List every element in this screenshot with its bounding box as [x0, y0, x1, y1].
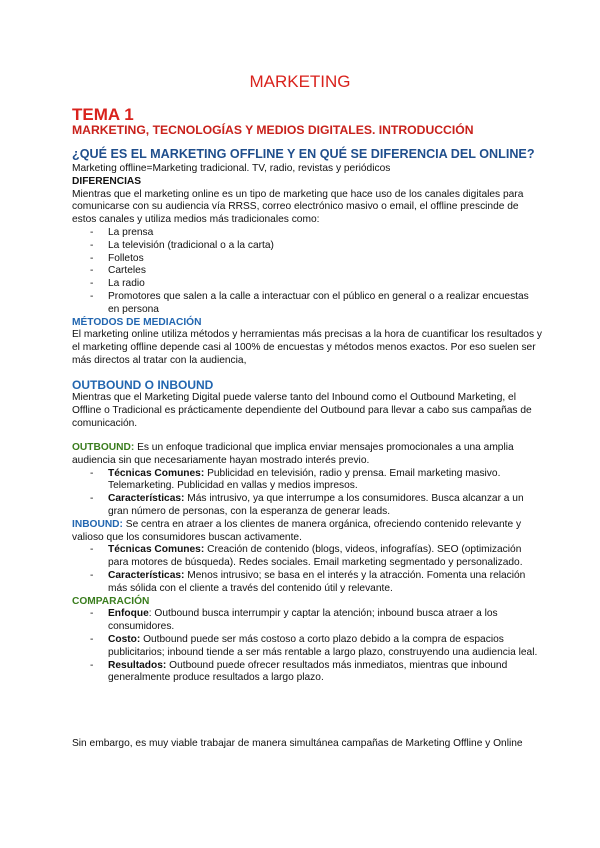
list-item: [72, 493, 542, 519]
list-item: - Carteles: [72, 265, 542, 278]
list-item: [72, 570, 542, 596]
item-label: Costo:: [108, 633, 141, 645]
outbound-label: OUTBOUND:: [72, 442, 135, 453]
outbound-text: Es un enfoque tradicional que implica enviar mensajes promocionales a una amplia audiencia sin que necesariamente hayan mostrado interés previo.: [72, 442, 514, 466]
list-item: - La prensa: [72, 227, 542, 240]
tema-heading: TEMA 1: [72, 105, 134, 124]
list-item: - Promotores que salen a la calle a interactuar con el público en general o a realizar encuestas en persona: [72, 291, 542, 317]
list-item: [72, 608, 542, 634]
item-text: Outbound puede ofrecer resultados más inmediatos, mientras que inbound generalmente produce resultados a largo plazo.: [108, 659, 508, 684]
item-label: Resultados:: [108, 659, 167, 671]
list-item: [72, 660, 542, 686]
section-outbound-inbound: [72, 442, 542, 685]
section-offline: [72, 163, 542, 368]
list-item: [72, 468, 542, 494]
item-label: Técnicas Comunes:: [108, 467, 205, 479]
metodos-heading: MÉTODOS DE MEDIACIÓN: [72, 316, 202, 328]
conclusion-text: Sin embargo, es muy viable trabajar de manera simultánea campañas de Marketing Offline y Online: [72, 738, 523, 749]
section-question: ¿QUÉ ES EL MARKETING OFFLINE Y EN QUÉ SE DIFERENCIA DEL ONLINE?: [72, 147, 535, 161]
section-outin: [72, 392, 542, 430]
inbound-list: [72, 544, 542, 595]
section-conclusion: [72, 738, 542, 751]
item-label: Características:: [108, 493, 185, 505]
item-text: Menos intrusivo; se basa en el interés y la atracción. Fomenta una relación más sólida con el cliente a través del contenido útil y relevante.: [108, 569, 526, 594]
inbound-text: Se centra en atraer a los clientes de manera orgánica, ofreciendo contenido relevante y valioso que los consumidores buscan activamente.: [72, 518, 522, 543]
comparacion-heading: COMPARACIÓN: [72, 595, 150, 607]
medios-list: [72, 227, 542, 317]
outin-heading: OUTBOUND O INBOUND: [72, 378, 214, 392]
document-title: MARKETING: [249, 72, 351, 91]
list-item: - Folletos: [72, 253, 542, 266]
item-text: : Outbound busca interrumpir y captar la atención; inbound busca atraer a los consumidores.: [108, 608, 498, 633]
outbound-paragraph: [72, 442, 542, 468]
inbound-paragraph: [72, 519, 542, 545]
diferencias-text: Mientras que el marketing online es un tipo de marketing que hace uso de los canales digitales para comunicarse con su audiencia vía RRSS, correo electrónico masivo o email, el offline prescinde de estos canales y utiliza medios más tradicionales como:: [72, 188, 524, 226]
item-label: Técnicas Comunes:: [108, 544, 205, 556]
diferencias-heading: DIFERENCIAS: [72, 175, 142, 187]
item-text: Outbound puede ser más costoso a corto plazo debido a la compra de espacios publicitarios; inbound tiende a ser más rentable a largo plazo, construyendo una audiencia leal.: [108, 633, 538, 658]
item-text: Publicidad en televisión, radio y prensa. Email marketing masivo. Telemarketing. Publicidad en vallas y medios impresos.: [108, 467, 501, 492]
item-text: Creación de contenido (blogs, videos, infografías). SEO (optimización para motores de búsqueda). Redes sociales. Email marketing segmentado y personalizado.: [108, 544, 523, 569]
list-item: [72, 634, 542, 660]
outbound-list: [72, 468, 542, 519]
item-label: Características:: [108, 569, 185, 581]
list-item: - La radio: [72, 278, 542, 291]
metodos-text: El marketing online utiliza métodos y herramientas más precisas a la hora de cuantificar los resultados y el marketing offline depende casi al 100% de encuestas y métodos menos exactos. Por eso suelen ser más directos al tratar con la audiencia,: [72, 329, 542, 366]
list-item: [72, 544, 542, 570]
item-label: Enfoque: [108, 608, 149, 620]
outin-text: Mientras que el Marketing Digital puede valerse tanto del Inbound como el Outbound Marketing, el Offline o Tradicional es prácticamente dependiente del Outbound para llevar a cabo sus campañas de comunicación.: [72, 392, 532, 429]
offline-definition: Marketing offline=Marketing tradicional. TV, radio, revistas y periódicos: [72, 163, 391, 174]
item-text: Más intrusivo, ya que interrumpe a los consumidores. Busca alcanzar a un gran número de personas, con la esperanza de generar leads.: [108, 493, 524, 517]
comparacion-list: [72, 608, 542, 685]
list-item: - La televisión (tradicional o a la carta): [72, 240, 542, 253]
inbound-label: INBOUND:: [72, 518, 123, 530]
tema-subtitle: MARKETING, TECNOLOGÍAS Y MEDIOS DIGITALES. INTRODUCCIÓN: [72, 123, 474, 137]
